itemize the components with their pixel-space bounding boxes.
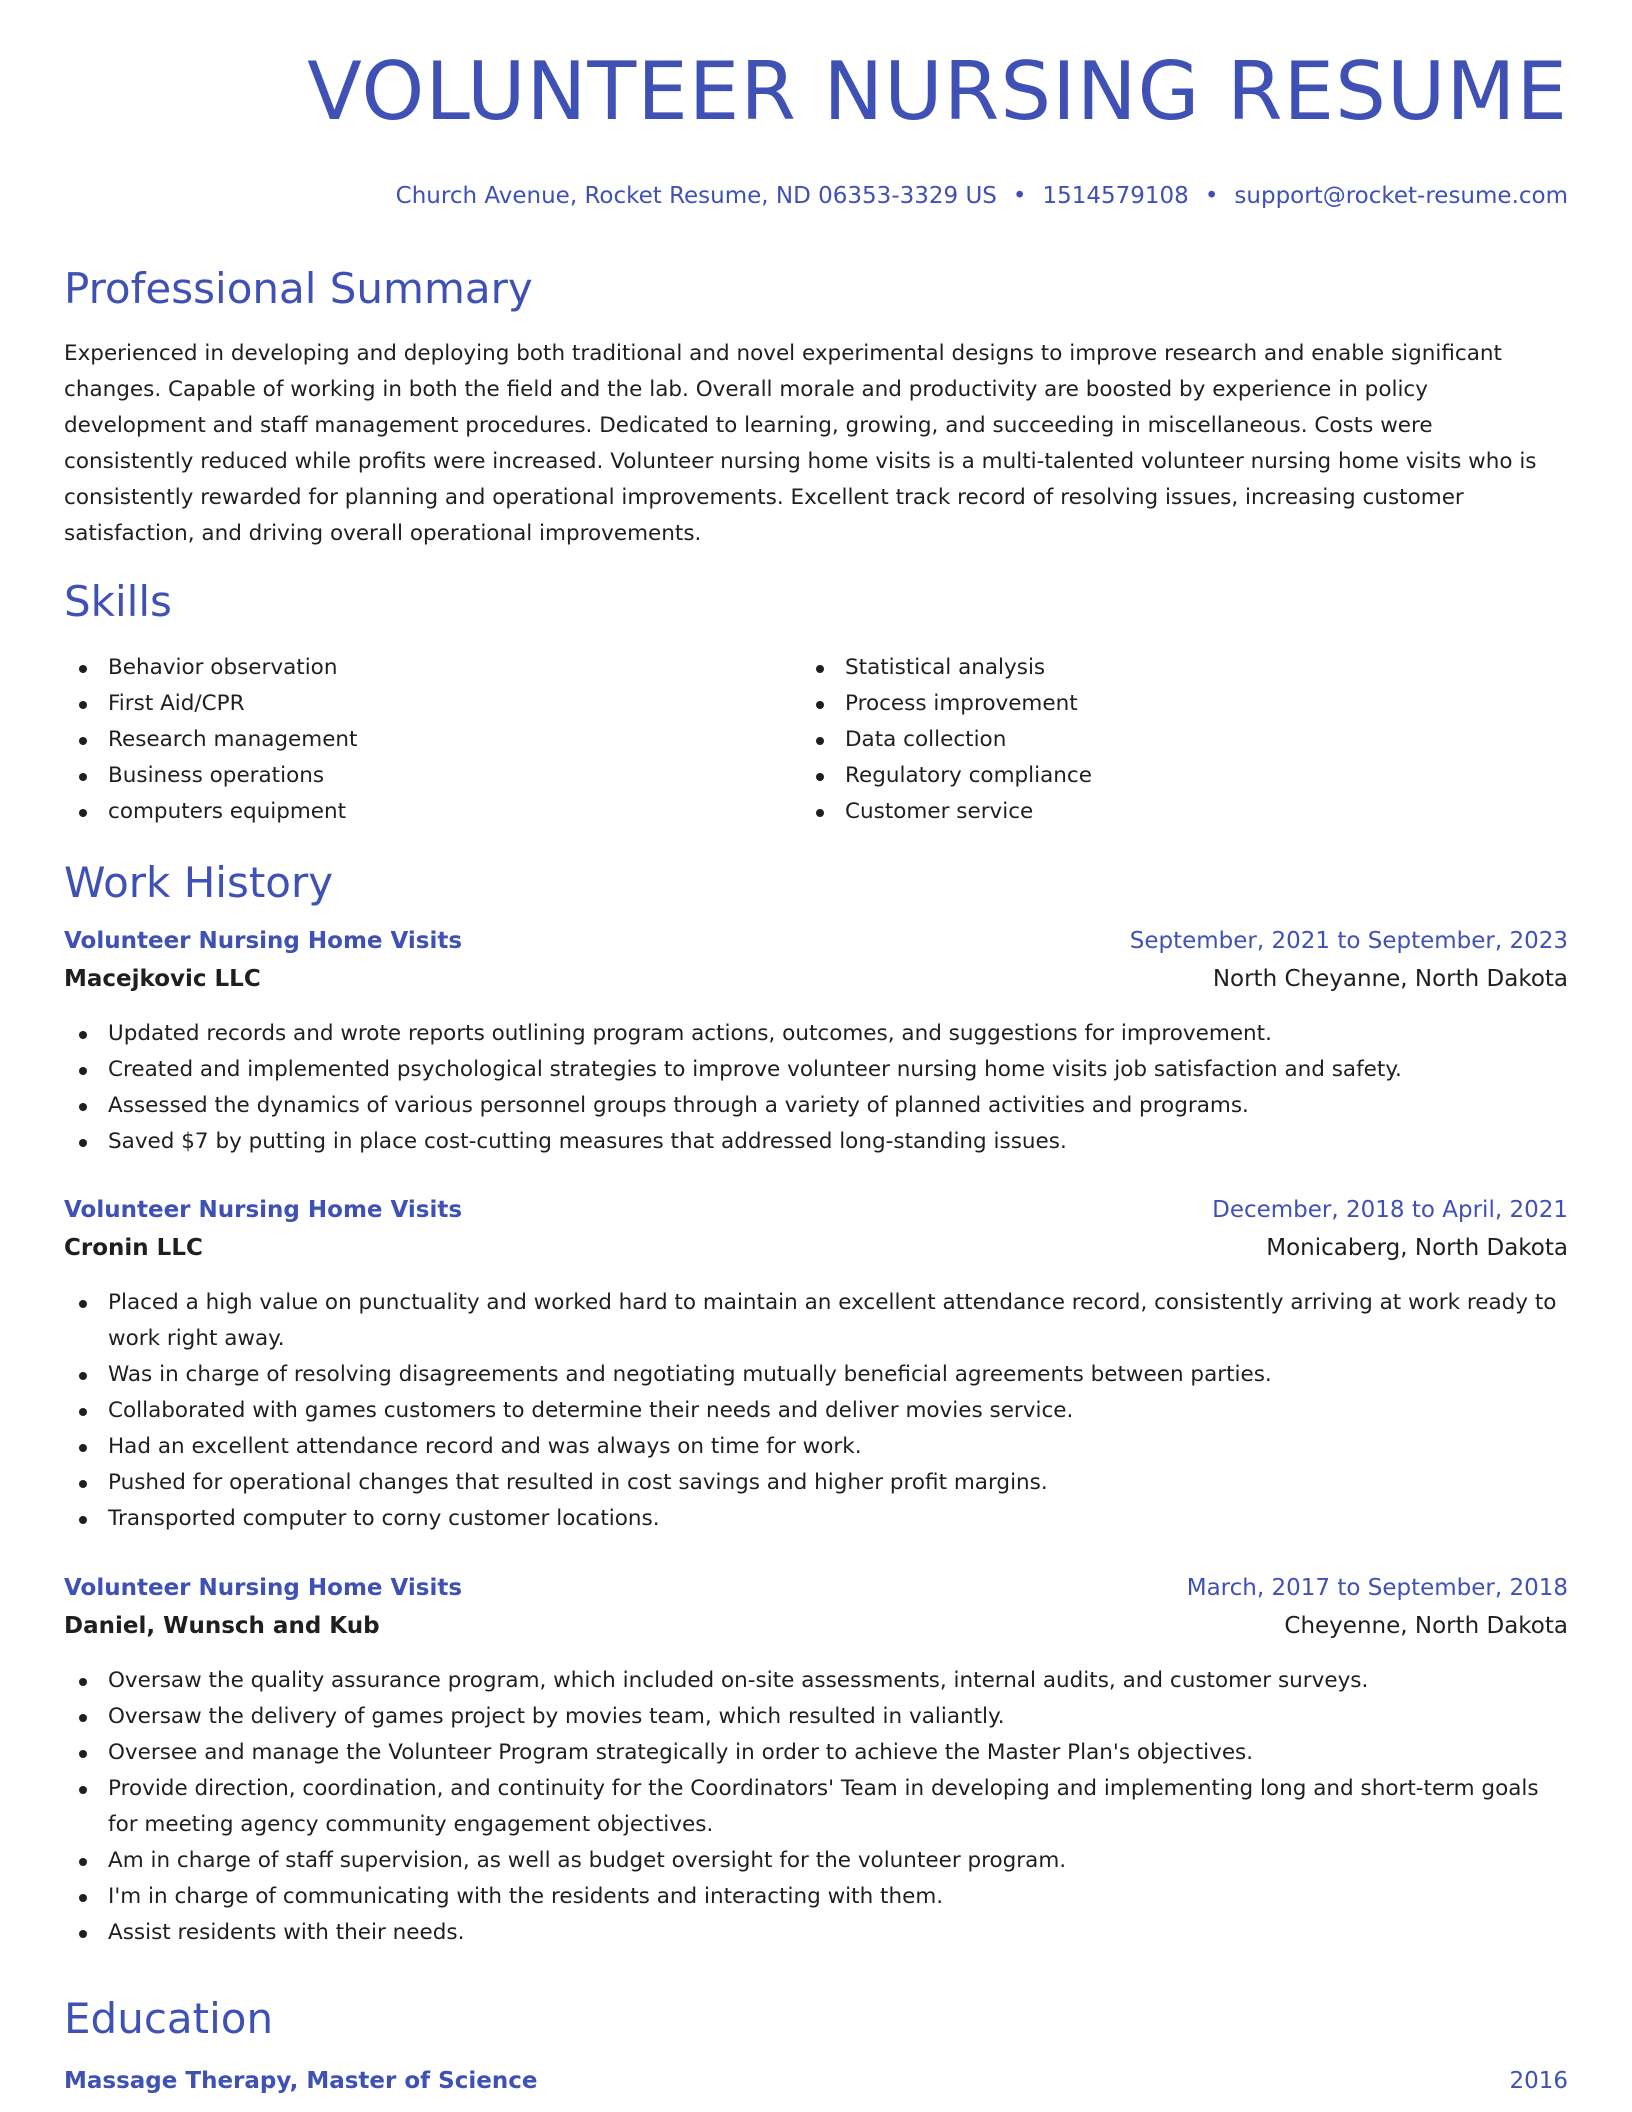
- job-bullet: Assist residents with their needs.: [64, 1915, 1568, 1951]
- job-bullet: Oversaw the quality assurance program, which included on-site assessments, internal audits, and customer surveys.: [64, 1663, 1568, 1699]
- skill-item: Behavior observation: [64, 650, 357, 686]
- job-bullet: Created and implemented psychological strategies to improve volunteer nursing home visits job satisfaction and safety.: [64, 1052, 1568, 1088]
- skill-item: Customer service: [801, 794, 1092, 830]
- job-entry: [64, 1575, 1568, 1951]
- job-bullet: Had an excellent attendance record and was always on time for work.: [64, 1429, 1568, 1465]
- contact-line: [396, 183, 1568, 209]
- skill-item: Data collection: [801, 722, 1092, 758]
- job-bullet: Am in charge of staff supervision, as well as budget oversight for the volunteer program.: [64, 1843, 1568, 1879]
- job-bullet: Was in charge of resolving disagreements and negotiating mutually beneficial agreements between parties.: [64, 1357, 1568, 1393]
- job-company: Daniel, Wunsch and Kub: [64, 1613, 380, 1639]
- contact-email: support@rocket-resume.com: [1234, 183, 1568, 209]
- job-bullets: [64, 1016, 1568, 1160]
- job-bullet: Transported computer to corny customer locations.: [64, 1501, 1568, 1537]
- skill-item: Business operations: [64, 758, 357, 794]
- resume-title: VOLUNTEER NURSING RESUME: [307, 45, 1568, 138]
- skill-item: Regulatory compliance: [801, 758, 1092, 794]
- skills-list-left: [64, 650, 357, 830]
- job-dates: March, 2017 to September, 2018: [1186, 1575, 1568, 1601]
- job-bullet: Collaborated with games customers to determine their needs and deliver movies service.: [64, 1393, 1568, 1429]
- job-dates: December, 2018 to April, 2021: [1212, 1197, 1568, 1223]
- skill-item: Process improvement: [801, 686, 1092, 722]
- job-bullet: Oversaw the delivery of games project by movies team, which resulted in valiantly.: [64, 1699, 1568, 1735]
- contact-separator: •: [1204, 183, 1219, 209]
- education-entry: [64, 2068, 1568, 2102]
- job-entry: [64, 1197, 1568, 1537]
- job-title: Volunteer Nursing Home Visits: [64, 1197, 463, 1223]
- job-company: Cronin LLC: [64, 1235, 203, 1261]
- job-title: Volunteer Nursing Home Visits: [64, 928, 463, 954]
- education-heading: Education: [64, 1994, 274, 2043]
- job-dates: September, 2021 to September, 2023: [1129, 928, 1568, 954]
- job-location: North Cheyanne, North Dakota: [1212, 966, 1568, 992]
- job-bullet: Updated records and wrote reports outlining program actions, outcomes, and suggestions for improvement.: [64, 1016, 1568, 1052]
- job-bullet: Placed a high value on punctuality and worked hard to maintain an excellent attendance record, consistently arriving at work ready to work right away.: [64, 1285, 1568, 1357]
- job-bullets: [64, 1285, 1568, 1537]
- job-bullet: Pushed for operational changes that resulted in cost savings and higher profit margins.: [64, 1465, 1568, 1501]
- summary-text: Experienced in developing and deploying both traditional and novel experimental designs to improve research and enable significant changes. Capable of working in both the field and the lab. Overall morale and productivity are boosted by experience in policy development and staff management procedures. Dedicated to learning, growing, and succeeding in miscellaneous. Costs were consistently reduced while profits were increased. Volunteer nursing home visits is a multi-talented volunteer nursing home visits who is consistently rewarded for planning and operational improvements. Excellent track record of resolving issues, increasing customer satisfaction, and driving overall operational improvements.: [64, 341, 1537, 546]
- job-location: Monicaberg, North Dakota: [1266, 1235, 1568, 1261]
- skill-item: First Aid/CPR: [64, 686, 357, 722]
- job-company: Macejkovic LLC: [64, 966, 261, 992]
- education-degree: Massage Therapy, Master of Science: [64, 2068, 538, 2094]
- job-entry: [64, 928, 1568, 1160]
- contact-phone: 1514579108: [1042, 183, 1189, 209]
- skills-list-right: [801, 650, 1092, 830]
- work-history-heading: Work History: [64, 858, 334, 907]
- job-bullet: Oversee and manage the Volunteer Program strategically in order to achieve the Master Plan's objectives.: [64, 1735, 1568, 1771]
- skill-item: computers equipment: [64, 794, 357, 830]
- education-year: 2016: [1509, 2068, 1568, 2094]
- job-title: Volunteer Nursing Home Visits: [64, 1575, 463, 1601]
- contact-separator: •: [1012, 183, 1027, 209]
- skill-item: Statistical analysis: [801, 650, 1092, 686]
- job-bullets: [64, 1663, 1568, 1951]
- skill-item: Research management: [64, 722, 357, 758]
- job-bullet: Assessed the dynamics of various personnel groups through a variety of planned activities and programs.: [64, 1088, 1568, 1124]
- skills-heading: Skills: [64, 577, 172, 626]
- summary-heading: Professional Summary: [64, 264, 533, 313]
- job-bullet: I'm in charge of communicating with the residents and interacting with them.: [64, 1879, 1568, 1915]
- job-location: Cheyenne, North Dakota: [1284, 1613, 1568, 1639]
- contact-address: Church Avenue, Rocket Resume, ND 06353-3329 US: [395, 183, 997, 209]
- job-bullet: Provide direction, coordination, and continuity for the Coordinators' Team in developing and implementing long and short-term goals for meeting agency community engagement objectives.: [64, 1771, 1568, 1843]
- job-bullet: Saved $7 by putting in place cost-cutting measures that addressed long-standing issues.: [64, 1124, 1568, 1160]
